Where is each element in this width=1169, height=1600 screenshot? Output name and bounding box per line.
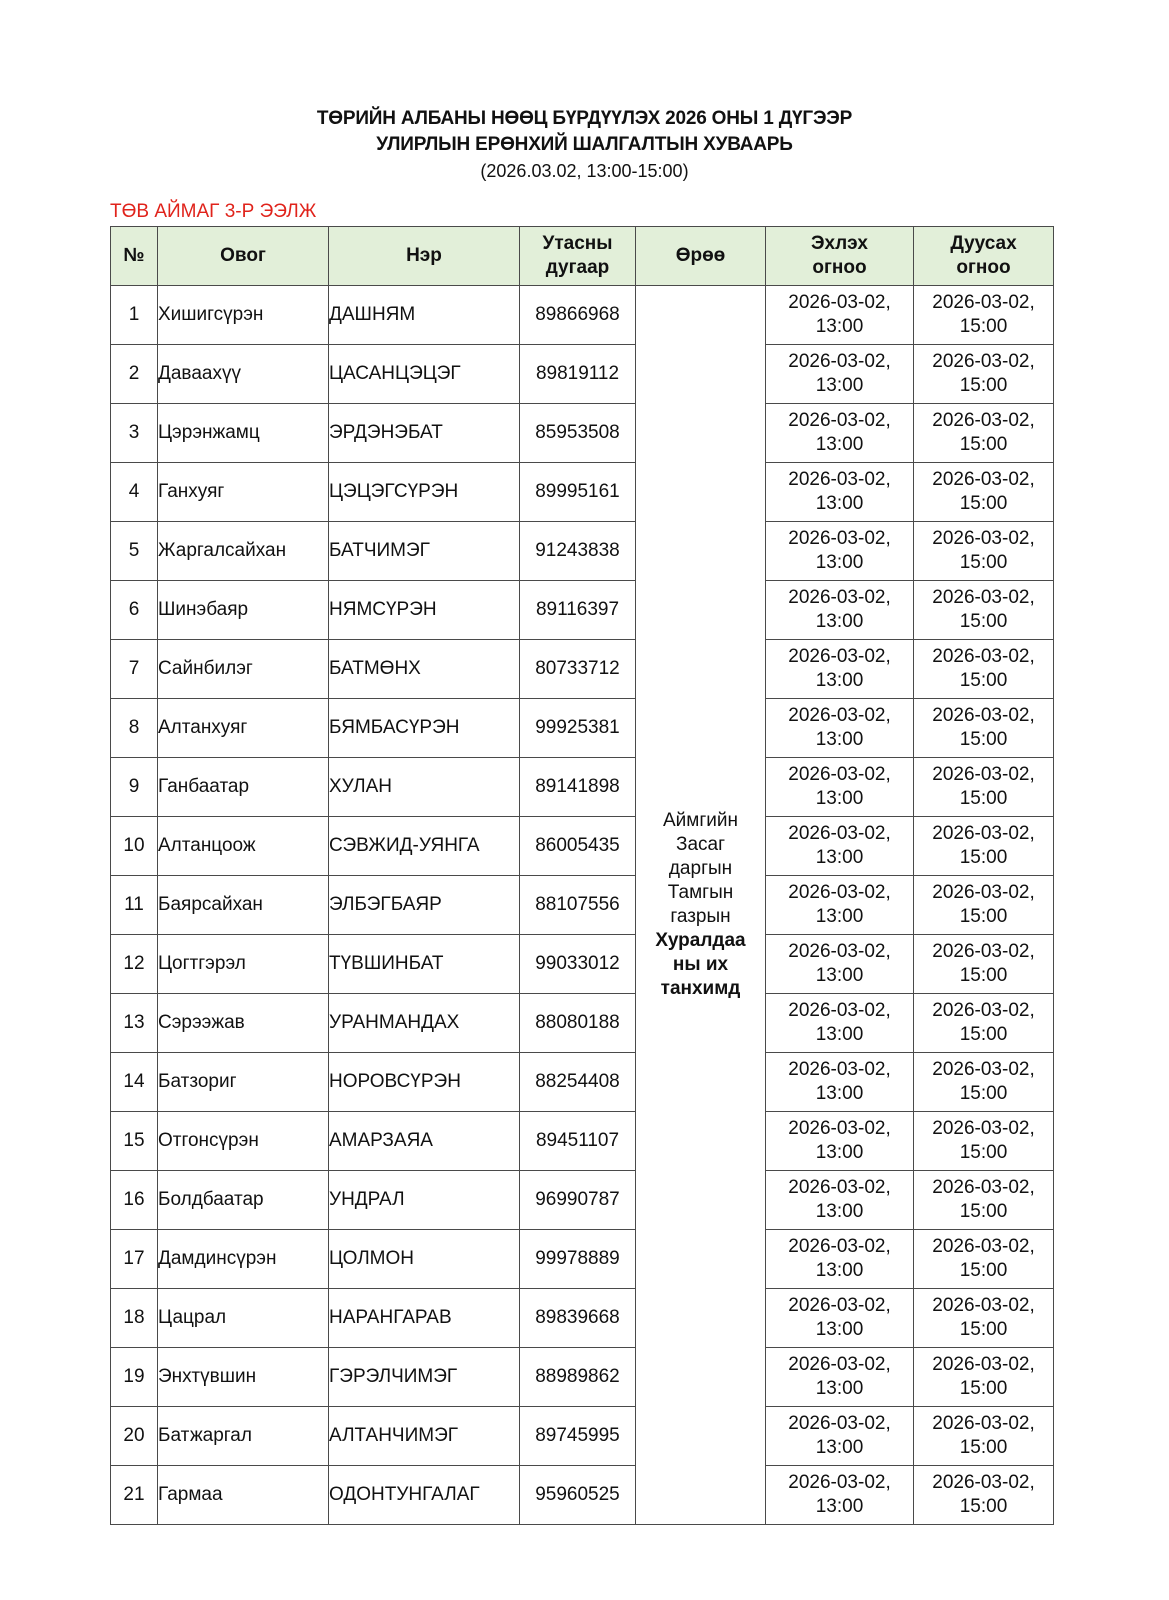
start-date: 2026-03-02,: [788, 1059, 891, 1080]
start-datetime-cell: [766, 1171, 914, 1230]
end-datetime-cell: [914, 699, 1054, 758]
start-date: 2026-03-02,: [788, 882, 891, 903]
end-date: 2026-03-02,: [932, 882, 1035, 903]
start-time: 13:00: [815, 1437, 864, 1458]
end-datetime-cell: [914, 345, 1054, 404]
name-cell: ЭЛБЭГБАЯР: [329, 876, 520, 935]
end-time: 15:00: [959, 375, 1008, 396]
end-time: 15:00: [959, 1024, 1008, 1045]
surname-cell: Даваахүү: [158, 345, 329, 404]
start-datetime-cell: [766, 1466, 914, 1525]
name-cell: ОДОНТУНГАЛАГ: [329, 1466, 520, 1525]
start-date: 2026-03-02,: [788, 823, 891, 844]
header-start-line-1: Эхлэх: [811, 233, 868, 254]
row-number: 11: [111, 876, 158, 935]
name-cell: БАТМӨНХ: [329, 640, 520, 699]
end-date: 2026-03-02,: [932, 469, 1035, 490]
header-name: Нэр: [329, 227, 520, 286]
phone-cell: 99925381: [520, 699, 636, 758]
start-date: 2026-03-02,: [788, 1118, 891, 1139]
start-time: 13:00: [815, 1083, 864, 1104]
end-time: 15:00: [959, 1378, 1008, 1399]
header-num: №: [111, 227, 158, 286]
surname-cell: Батзориг: [158, 1053, 329, 1112]
name-cell: БЯМБАСҮРЭН: [329, 699, 520, 758]
end-datetime-cell: [914, 1348, 1054, 1407]
row-number: 20: [111, 1407, 158, 1466]
phone-cell: 91243838: [520, 522, 636, 581]
name-cell: БАТЧИМЭГ: [329, 522, 520, 581]
surname-cell: Дамдинсүрэн: [158, 1230, 329, 1289]
surname-cell: Цацрал: [158, 1289, 329, 1348]
phone-cell: 89451107: [520, 1112, 636, 1171]
end-date: 2026-03-02,: [932, 587, 1035, 608]
surname-cell: Хишигсүрэн: [158, 286, 329, 345]
end-datetime-cell: [914, 463, 1054, 522]
end-time: 15:00: [959, 729, 1008, 750]
table-row: [111, 935, 1054, 994]
row-number: 3: [111, 404, 158, 463]
start-date: 2026-03-02,: [788, 410, 891, 431]
end-datetime-cell: [914, 1230, 1054, 1289]
end-datetime-cell: [914, 817, 1054, 876]
room-line: газрын: [670, 906, 731, 927]
room-line: даргын: [668, 858, 733, 879]
start-datetime-cell: [766, 581, 914, 640]
table-row: [111, 1289, 1054, 1348]
name-cell: УРАНМАНДАХ: [329, 994, 520, 1053]
name-cell: СЭВЖИД-УЯНГА: [329, 817, 520, 876]
end-datetime-cell: [914, 994, 1054, 1053]
start-datetime-cell: [766, 876, 914, 935]
document-title-line-2: УЛИРЛЫН ЕРӨНХИЙ ШАЛГАЛТЫН ХУВААРЬ: [376, 134, 793, 155]
table-row: [111, 1171, 1054, 1230]
end-datetime-cell: [914, 1053, 1054, 1112]
end-time: 15:00: [959, 611, 1008, 632]
end-datetime-cell: [914, 1289, 1054, 1348]
row-number: 1: [111, 286, 158, 345]
table-row: [111, 345, 1054, 404]
start-datetime-cell: [766, 345, 914, 404]
end-time: 15:00: [959, 1496, 1008, 1517]
end-date: 2026-03-02,: [932, 528, 1035, 549]
surname-cell: Болдбаатар: [158, 1171, 329, 1230]
header-surname: Овог: [158, 227, 329, 286]
header-room: Өрөө: [636, 227, 766, 286]
phone-cell: 88989862: [520, 1348, 636, 1407]
end-date: 2026-03-02,: [932, 764, 1035, 785]
name-cell: ЦЭЦЭГСҮРЭН: [329, 463, 520, 522]
phone-cell: 88107556: [520, 876, 636, 935]
end-date: 2026-03-02,: [932, 292, 1035, 313]
room-cell: [636, 286, 766, 1525]
name-cell: ДАШНЯМ: [329, 286, 520, 345]
end-date: 2026-03-02,: [932, 1354, 1035, 1375]
table-row: [111, 640, 1054, 699]
end-datetime-cell: [914, 1466, 1054, 1525]
start-date: 2026-03-02,: [788, 646, 891, 667]
phone-cell: 85953508: [520, 404, 636, 463]
row-number: 2: [111, 345, 158, 404]
end-datetime-cell: [914, 522, 1054, 581]
end-time: 15:00: [959, 1083, 1008, 1104]
end-datetime-cell: [914, 758, 1054, 817]
row-number: 7: [111, 640, 158, 699]
start-time: 13:00: [815, 788, 864, 809]
start-datetime-cell: [766, 1407, 914, 1466]
end-date: 2026-03-02,: [932, 1059, 1035, 1080]
row-number: 8: [111, 699, 158, 758]
name-cell: ГЭРЭЛЧИМЭГ: [329, 1348, 520, 1407]
row-number: 16: [111, 1171, 158, 1230]
end-date: 2026-03-02,: [932, 410, 1035, 431]
phone-cell: 95960525: [520, 1466, 636, 1525]
end-time: 15:00: [959, 906, 1008, 927]
document-subtitle: (2026.03.02, 13:00-15:00): [480, 161, 689, 181]
end-datetime-cell: [914, 935, 1054, 994]
start-datetime-cell: [766, 994, 914, 1053]
start-date: 2026-03-02,: [788, 705, 891, 726]
end-time: 15:00: [959, 1319, 1008, 1340]
row-number: 12: [111, 935, 158, 994]
table-body: [111, 286, 1054, 1525]
row-number: 6: [111, 581, 158, 640]
name-cell: ХУЛАН: [329, 758, 520, 817]
start-date: 2026-03-02,: [788, 1295, 891, 1316]
start-datetime-cell: [766, 286, 914, 345]
room-line-bold: ны их: [672, 954, 729, 975]
phone-cell: 88254408: [520, 1053, 636, 1112]
name-cell: ТҮВШИНБАТ: [329, 935, 520, 994]
phone-cell: 89819112: [520, 345, 636, 404]
start-time: 13:00: [815, 1260, 864, 1281]
end-time: 15:00: [959, 434, 1008, 455]
row-number: 21: [111, 1466, 158, 1525]
phone-cell: 89116397: [520, 581, 636, 640]
start-date: 2026-03-02,: [788, 587, 891, 608]
row-number: 19: [111, 1348, 158, 1407]
room-line-bold: Хуралдаа: [655, 930, 746, 951]
start-time: 13:00: [815, 611, 864, 632]
phone-cell: 99033012: [520, 935, 636, 994]
surname-cell: Цэрэнжамц: [158, 404, 329, 463]
end-datetime-cell: [914, 876, 1054, 935]
end-date: 2026-03-02,: [932, 1413, 1035, 1434]
table-row: [111, 876, 1054, 935]
table-row: [111, 994, 1054, 1053]
row-number: 13: [111, 994, 158, 1053]
table-row: [111, 1112, 1054, 1171]
start-datetime-cell: [766, 1289, 914, 1348]
end-time: 15:00: [959, 552, 1008, 573]
start-datetime-cell: [766, 1053, 914, 1112]
room-line: Засаг: [675, 834, 726, 855]
end-datetime-cell: [914, 1171, 1054, 1230]
start-datetime-cell: [766, 522, 914, 581]
start-datetime-cell: [766, 640, 914, 699]
document-title-line-1: ТӨРИЙН АЛБАНЫ НӨӨЦ БҮРДҮҮЛЭХ 2026 ОНЫ 1 ДҮГЭЭР: [316, 108, 853, 129]
end-date: 2026-03-02,: [932, 1472, 1035, 1493]
start-date: 2026-03-02,: [788, 764, 891, 785]
phone-cell: 89839668: [520, 1289, 636, 1348]
start-datetime-cell: [766, 404, 914, 463]
surname-cell: Гармаа: [158, 1466, 329, 1525]
end-date: 2026-03-02,: [932, 1177, 1035, 1198]
room-line: Аймгийн: [663, 810, 738, 831]
table-row: [111, 817, 1054, 876]
start-time: 13:00: [815, 670, 864, 691]
surname-cell: Энхтүвшин: [158, 1348, 329, 1407]
header-phone-line-1: Утасны: [542, 233, 613, 254]
surname-cell: Жаргалсайхан: [158, 522, 329, 581]
end-date: 2026-03-02,: [932, 1000, 1035, 1021]
surname-cell: Сайнбилэг: [158, 640, 329, 699]
table-row: [111, 1230, 1054, 1289]
end-time: 15:00: [959, 493, 1008, 514]
row-number: 14: [111, 1053, 158, 1112]
end-date: 2026-03-02,: [932, 705, 1035, 726]
start-time: 13:00: [815, 1319, 864, 1340]
start-date: 2026-03-02,: [788, 1413, 891, 1434]
end-time: 15:00: [959, 847, 1008, 868]
start-date: 2026-03-02,: [788, 941, 891, 962]
end-date: 2026-03-02,: [932, 646, 1035, 667]
end-date: 2026-03-02,: [932, 1295, 1035, 1316]
start-time: 13:00: [815, 847, 864, 868]
phone-cell: 86005435: [520, 817, 636, 876]
end-time: 15:00: [959, 316, 1008, 337]
start-date: 2026-03-02,: [788, 469, 891, 490]
name-cell: АМАРЗАЯА: [329, 1112, 520, 1171]
table-row: [111, 1466, 1054, 1525]
start-date: 2026-03-02,: [788, 351, 891, 372]
end-date: 2026-03-02,: [932, 1118, 1035, 1139]
start-datetime-cell: [766, 1348, 914, 1407]
surname-cell: Алтанцоож: [158, 817, 329, 876]
phone-cell: 89995161: [520, 463, 636, 522]
end-datetime-cell: [914, 1112, 1054, 1171]
start-time: 13:00: [815, 375, 864, 396]
table-row: [111, 699, 1054, 758]
surname-cell: Шинэбаяр: [158, 581, 329, 640]
end-datetime-cell: [914, 581, 1054, 640]
end-datetime-cell: [914, 404, 1054, 463]
table-row: [111, 463, 1054, 522]
end-date: 2026-03-02,: [932, 351, 1035, 372]
surname-cell: Цогтгэрэл: [158, 935, 329, 994]
phone-cell: 88080188: [520, 994, 636, 1053]
start-date: 2026-03-02,: [788, 1472, 891, 1493]
table-row: [111, 1407, 1054, 1466]
start-datetime-cell: [766, 463, 914, 522]
header-end: [914, 227, 1054, 286]
table-row: [111, 286, 1054, 345]
name-cell: АЛТАНЧИМЭГ: [329, 1407, 520, 1466]
phone-cell: 89745995: [520, 1407, 636, 1466]
row-number: 15: [111, 1112, 158, 1171]
surname-cell: Алтанхуяг: [158, 699, 329, 758]
row-number: 9: [111, 758, 158, 817]
header-start: [766, 227, 914, 286]
room-line-bold: танхимд: [660, 978, 741, 999]
end-date: 2026-03-02,: [932, 823, 1035, 844]
table-row: [111, 522, 1054, 581]
surname-cell: Батжаргал: [158, 1407, 329, 1466]
surname-cell: Отгонсүрэн: [158, 1112, 329, 1171]
start-time: 13:00: [815, 493, 864, 514]
start-time: 13:00: [815, 1142, 864, 1163]
start-date: 2026-03-02,: [788, 1177, 891, 1198]
section-heading: ТӨВ АЙМАГ 3-Р ЭЭЛЖ: [110, 201, 317, 222]
phone-cell: 99978889: [520, 1230, 636, 1289]
schedule-table: [110, 226, 1054, 1525]
surname-cell: Ганхуяг: [158, 463, 329, 522]
end-time: 15:00: [959, 1201, 1008, 1222]
room-line: Тамгын: [667, 882, 734, 903]
start-time: 13:00: [815, 1378, 864, 1399]
start-time: 13:00: [815, 552, 864, 573]
start-time: 13:00: [815, 1024, 864, 1045]
start-time: 13:00: [815, 965, 864, 986]
start-time: 13:00: [815, 729, 864, 750]
end-date: 2026-03-02,: [932, 941, 1035, 962]
start-datetime-cell: [766, 758, 914, 817]
table-row: [111, 1053, 1054, 1112]
name-cell: НЯМСҮРЭН: [329, 581, 520, 640]
header-phone: [520, 227, 636, 286]
name-cell: ЭРДЭНЭБАТ: [329, 404, 520, 463]
start-time: 13:00: [815, 1496, 864, 1517]
end-time: 15:00: [959, 965, 1008, 986]
phone-cell: 89141898: [520, 758, 636, 817]
end-time: 15:00: [959, 1260, 1008, 1281]
header-start-line-2: огноо: [812, 257, 867, 278]
surname-cell: Сэрээжав: [158, 994, 329, 1053]
start-datetime-cell: [766, 1230, 914, 1289]
phone-cell: 89866968: [520, 286, 636, 345]
name-cell: ЦОЛМОН: [329, 1230, 520, 1289]
start-date: 2026-03-02,: [788, 528, 891, 549]
start-time: 13:00: [815, 316, 864, 337]
row-number: 10: [111, 817, 158, 876]
start-time: 13:00: [815, 434, 864, 455]
table-row: [111, 581, 1054, 640]
start-date: 2026-03-02,: [788, 1354, 891, 1375]
end-time: 15:00: [959, 1142, 1008, 1163]
name-cell: НАРАНГАРАВ: [329, 1289, 520, 1348]
table-row: [111, 758, 1054, 817]
start-datetime-cell: [766, 699, 914, 758]
name-cell: УНДРАЛ: [329, 1171, 520, 1230]
table-header-row: [111, 227, 1054, 286]
start-datetime-cell: [766, 817, 914, 876]
start-date: 2026-03-02,: [788, 1000, 891, 1021]
row-number: 5: [111, 522, 158, 581]
end-datetime-cell: [914, 1407, 1054, 1466]
start-datetime-cell: [766, 935, 914, 994]
end-datetime-cell: [914, 286, 1054, 345]
header-end-line-1: Дуусах: [950, 233, 1017, 254]
end-time: 15:00: [959, 788, 1008, 809]
start-date: 2026-03-02,: [788, 1236, 891, 1257]
name-cell: ЦАСАНЦЭЦЭГ: [329, 345, 520, 404]
start-date: 2026-03-02,: [788, 292, 891, 313]
start-time: 13:00: [815, 1201, 864, 1222]
end-datetime-cell: [914, 640, 1054, 699]
name-cell: НОРОВСҮРЭН: [329, 1053, 520, 1112]
start-datetime-cell: [766, 1112, 914, 1171]
row-number: 17: [111, 1230, 158, 1289]
header-phone-line-2: дугаар: [545, 257, 610, 278]
row-number: 4: [111, 463, 158, 522]
end-time: 15:00: [959, 670, 1008, 691]
start-time: 13:00: [815, 906, 864, 927]
phone-cell: 80733712: [520, 640, 636, 699]
surname-cell: Баярсайхан: [158, 876, 329, 935]
table-row: [111, 1348, 1054, 1407]
row-number: 18: [111, 1289, 158, 1348]
end-time: 15:00: [959, 1437, 1008, 1458]
surname-cell: Ганбаатар: [158, 758, 329, 817]
table-row: [111, 404, 1054, 463]
header-end-line-2: огноо: [956, 257, 1011, 278]
end-date: 2026-03-02,: [932, 1236, 1035, 1257]
phone-cell: 96990787: [520, 1171, 636, 1230]
